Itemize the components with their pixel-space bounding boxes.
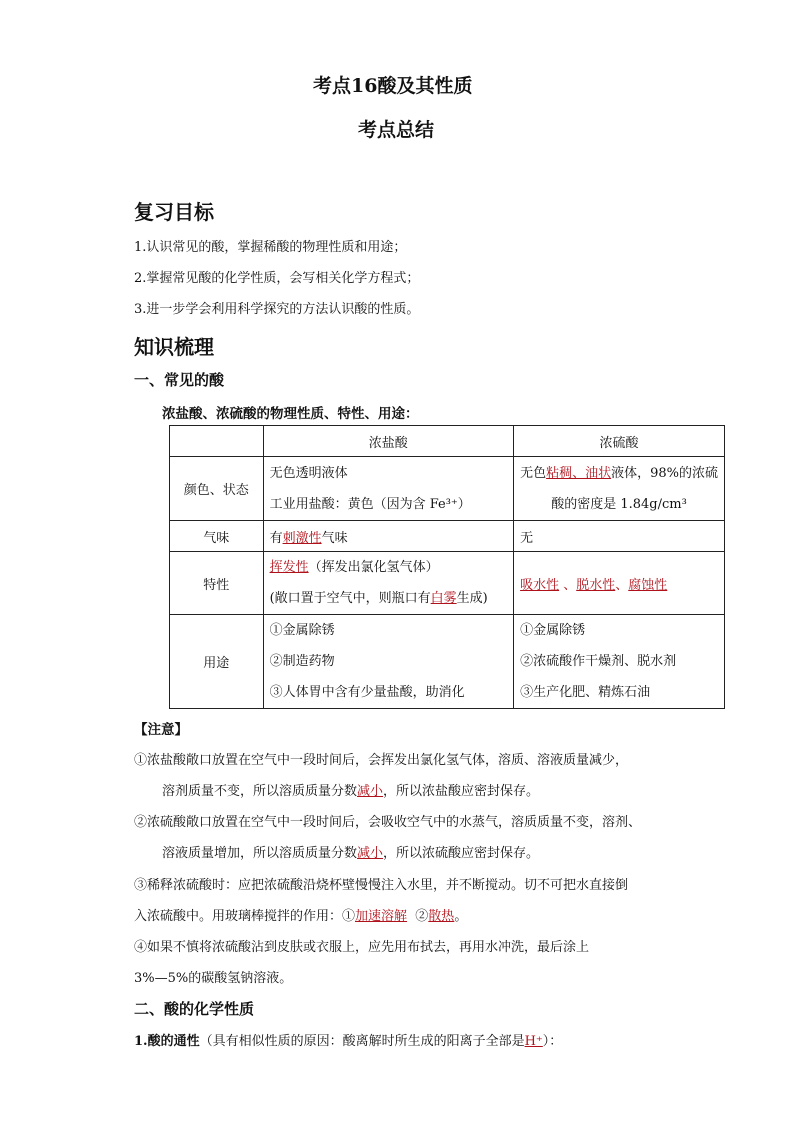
review-item-2: 2.掌握常见酸的化学性质，会写相关化学方程式； <box>134 271 420 286</box>
h2so4-use-1: ①金属除锈 <box>520 623 586 638</box>
table-row <box>170 552 725 615</box>
cell-hcl-color <box>263 457 514 521</box>
hcl-trait-line-1 <box>270 552 508 583</box>
note-3-text-mid: ② <box>407 909 429 924</box>
table-caption: 浓盐酸、浓硫酸的物理性质、特性、用途： <box>162 406 419 422</box>
cell-h2so4-smell: 无 <box>514 521 725 552</box>
trait-separator-1: 、 <box>559 577 577 593</box>
review-heading: 复习目标 <box>134 200 214 224</box>
hcl-trait-note: （挥发出氯化氢气体） <box>308 560 439 575</box>
cell-hcl-smell <box>263 521 514 552</box>
column-header-hcl: 浓盐酸 <box>263 426 514 457</box>
note-1-text: 溶剂质量不变，所以溶质质量分数 <box>162 784 358 799</box>
note-2-text: 溶液质量增加，所以溶质质量分数 <box>162 846 358 861</box>
h2so4-hygroscopic-keyword: 吸水性 <box>520 577 560 593</box>
note-3-line-2 <box>134 905 467 924</box>
table-row <box>170 457 725 521</box>
hydrogen-ion-keyword: H⁺ <box>524 1034 543 1049</box>
row-label-trait: 特性 <box>170 552 264 615</box>
hcl-trait-line-2 <box>270 583 508 614</box>
review-item-1: 1.认识常见的酸，掌握稀酸的物理性质和用途； <box>134 240 407 255</box>
trait-separator-2: 、 <box>615 577 629 593</box>
note-2-keyword: 减小 <box>357 846 384 861</box>
hcl-pungent-keyword: 刺激性 <box>282 530 322 546</box>
note-3-keyword-1: 加速溶解 <box>355 909 408 924</box>
common-property-text: （具有相似性质的原因：酸离解时所生成的阳离子全部是 <box>199 1034 525 1049</box>
notes-heading: 【注意】 <box>134 722 188 738</box>
common-property-label: 1.酸的通性 <box>134 1034 200 1049</box>
knowledge-heading: 知识梳理 <box>134 335 214 359</box>
h2so4-use-3: ③生产化肥、精炼石油 <box>520 685 651 700</box>
table-corner-cell <box>170 426 264 457</box>
hcl-smell-prefix: 有 <box>269 530 283 546</box>
cell-hcl-use <box>263 615 514 709</box>
hcl-use-1: ①金属除锈 <box>269 623 335 638</box>
note-1-line-1: ①浓盐酸敞口放置在空气中一段时间后，会挥发出氯化氢气体，溶质、溶液质量减少， <box>134 753 629 768</box>
review-item-3: 3.进一步学会利用科学探究的方法认识酸的性质。 <box>134 302 420 317</box>
row-label-use: 用途 <box>170 615 264 709</box>
note-2-line-1: ②浓硫酸敞口放置在空气中一段时间后，会吸收空气中的水蒸气，溶质质量不变，溶剂、 <box>134 815 642 830</box>
h2so4-use-2: ②浓硫酸作干燥剂、脱水剂 <box>520 654 677 669</box>
h2so4-density-text: 液体，98%的浓硫 <box>611 465 718 481</box>
hcl-color-line-2: 工业用盐酸：黄色（因为含 Fe³⁺） <box>269 496 471 512</box>
hcl-use-2: ②制造药物 <box>269 654 335 669</box>
row-label-smell: 气味 <box>170 521 264 552</box>
common-property-end: ）： <box>542 1034 563 1049</box>
hcl-smell-suffix: 气味 <box>321 530 348 546</box>
hcl-trait-note-3: 生成) <box>456 591 488 606</box>
hcl-use-3: ③人体胃中含有少量盐酸，助消化 <box>269 685 465 700</box>
hcl-color-line-1: 无色透明液体 <box>269 465 348 481</box>
common-property-line <box>134 1030 562 1049</box>
note-1-keyword: 减小 <box>357 784 384 799</box>
page-title: 考点16酸及其性质 <box>313 75 473 97</box>
cell-h2so4-use <box>514 615 725 709</box>
cell-h2so4-trait <box>514 552 725 615</box>
h2so4-corrosive-keyword: 腐蚀性 <box>628 577 668 593</box>
cell-h2so4-color <box>514 457 725 521</box>
column-header-h2so4: 浓硫酸 <box>514 426 725 457</box>
row-label-color: 颜色、状态 <box>170 457 264 521</box>
note-1-line-2 <box>162 780 539 799</box>
h2so4-color-line-1 <box>520 458 718 489</box>
table-row <box>170 521 725 552</box>
note-2-line-2 <box>162 842 539 861</box>
table-row <box>170 615 725 709</box>
hcl-trait-note-2: (敞口置于空气中，则瓶口有 <box>269 591 431 606</box>
table-header-row <box>170 426 725 457</box>
note-4-line-2: 3%—5%的碳酸氢钠溶液。 <box>134 971 293 986</box>
note-3-text: 入浓硫酸中。用玻璃棒搅拌的作用：① <box>134 909 356 924</box>
h2so4-color-text: 无色 <box>520 465 547 481</box>
note-3-line-1: ③稀释浓硫酸时：应把浓硫酸沿烧杯壁慢慢注入水里，并不断搅动。切不可把水直接倒 <box>134 878 629 893</box>
hcl-white-mist-keyword: 白雾 <box>430 591 457 606</box>
acid-properties-table <box>169 425 725 709</box>
note-3-keyword-2: 散热 <box>428 909 455 924</box>
note-2-text-end: ，所以浓硫酸应密封保存。 <box>383 846 540 861</box>
note-3-text-end: 。 <box>454 909 468 924</box>
note-1-text-end: ，所以浓盐酸应密封保存。 <box>383 784 540 799</box>
note-4-line-1: ④如果不慎将浓硫酸沾到皮肤或衣服上，应先用布拭去，再用水冲洗，最后涂上 <box>134 940 590 955</box>
section-chemical-properties: 二、酸的化学性质 <box>134 1000 255 1018</box>
page-subtitle: 考点总结 <box>358 119 435 141</box>
hcl-volatile-keyword: 挥发性 <box>269 560 309 575</box>
h2so4-viscous-keyword: 粘稠、油状 <box>546 465 612 481</box>
section-common-acids: 一、常见的酸 <box>134 371 225 389</box>
cell-hcl-trait <box>263 552 514 615</box>
h2so4-dehydrating-keyword: 脱水性 <box>576 577 616 593</box>
h2so4-color-line-2: 酸的密度是 1.84g/cm³ <box>551 496 687 512</box>
